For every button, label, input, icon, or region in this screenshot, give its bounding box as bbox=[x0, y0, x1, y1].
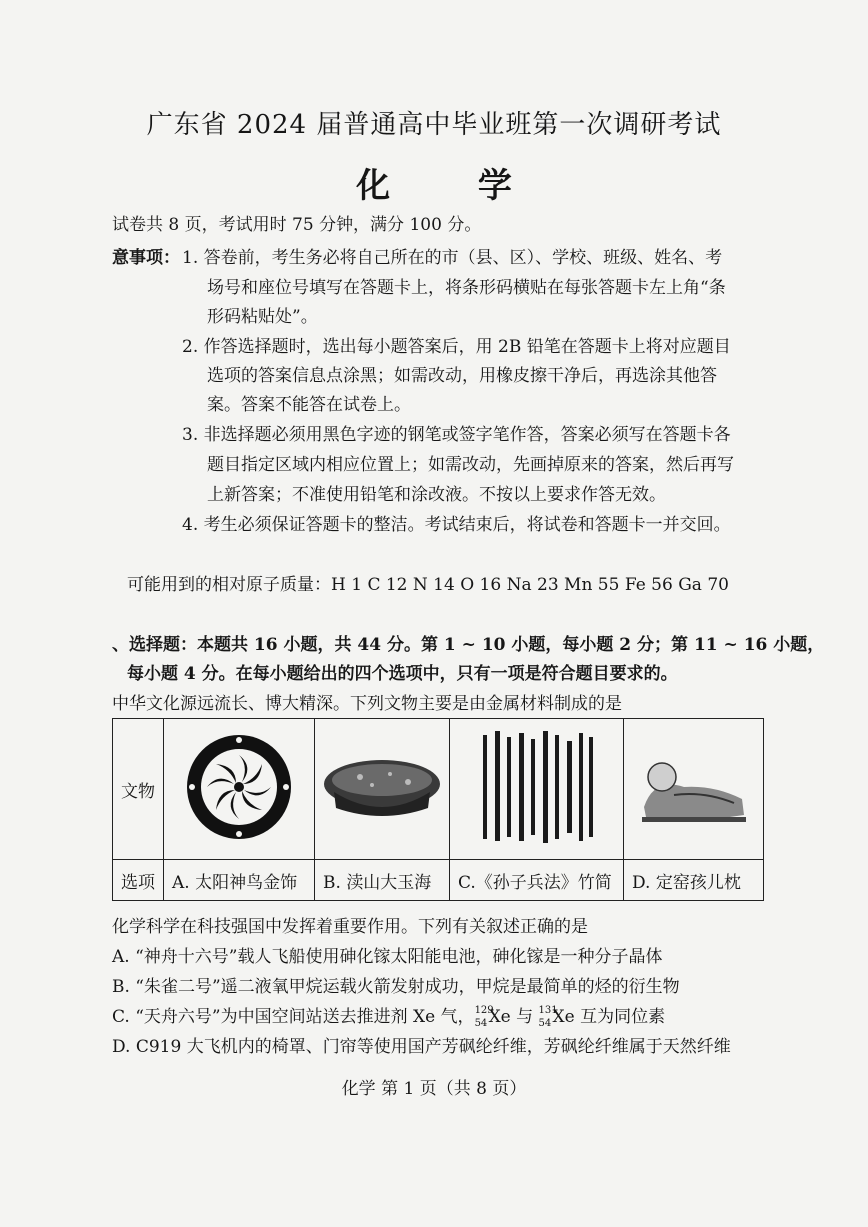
exam-title: 广东省 2024 届普通高中毕业班第一次调研考试 bbox=[146, 110, 722, 140]
q2-option-a[interactable]: A. “神舟十六号”载人飞船使用砷化镓太阳能电池，砷化镓是一种分子晶体 bbox=[112, 947, 663, 967]
option-c[interactable]: C.《孙子兵法》竹简 bbox=[450, 860, 624, 901]
subject-title: 化 学 bbox=[356, 166, 550, 206]
note-line: 1. 答卷前，考生务必将自己所在的市（县、区）、学校、班级、姓名、考 bbox=[182, 248, 723, 268]
notes-label: 意事项： bbox=[112, 248, 180, 268]
sun-bird-gold-icon bbox=[184, 732, 294, 842]
exam-info: 试卷共 8 页，考试用时 75 分钟，满分 100 分。 bbox=[112, 215, 482, 235]
note-line: 4. 考生必须保证答题卡的整洁。考试结束后，将试卷和答题卡一并交回。 bbox=[182, 515, 731, 535]
isotope-131-notation: 131 54 bbox=[538, 1004, 558, 1029]
option-a[interactable]: A. 太阳神鸟金饰 bbox=[164, 860, 315, 901]
bamboo-slips-icon bbox=[477, 727, 597, 847]
option-b[interactable]: B. 渎山大玉海 bbox=[315, 860, 450, 901]
page-footer: 化学 第 1 页（共 8 页） bbox=[341, 1079, 527, 1099]
note-line: 题目指定区域内相应位置上；如需改动，先画掉原来的答案，然后再写 bbox=[207, 455, 734, 475]
q2-option-b[interactable]: B. “朱雀二号”遥二液氧甲烷运载火箭发射成功，甲烷是最简单的烃的衍生物 bbox=[112, 977, 680, 997]
isotope-129-notation: 129 54 bbox=[474, 1004, 494, 1029]
q2-option-c[interactable]: C. “天舟六号”为中国空间站送去推进剂 Xe 气， 129 54 Xe 与 131 54 Xe 互为同位素 bbox=[112, 1004, 666, 1029]
question-2-stem: 化学科学在科技强国中发挥着重要作用。下列有关叙述正确的是 bbox=[112, 917, 588, 937]
q2-option-d[interactable]: D. C919 大飞机内的椅罩、门帘等使用国产芳砜纶纤维，芳砜纶纤维属于天然纤维 bbox=[112, 1037, 731, 1057]
atomic-mass-label: 可能用到的相对原子质量：H 1 C 12 N 14 O 16 Na 23 Mn 55 Fe 56 Ga 70 bbox=[127, 575, 729, 595]
note-line: 3. 非选择题必须用黑色字迹的钢笔或签字笔作答，答案必须写在答题卡各 bbox=[182, 425, 731, 445]
relic-image-c bbox=[450, 719, 624, 860]
note-line: 场号和座位号填写在答题卡上，将条形码横贴在每张答题卡左上角“条 bbox=[207, 278, 726, 298]
note-line: 形码粘贴处”。 bbox=[207, 307, 318, 327]
atomic-mass-values: H 1 C 12 N 14 O 16 Na 23 Mn 55 Fe 56 Ga 70 bbox=[331, 575, 729, 595]
child-pillow-icon bbox=[634, 747, 754, 827]
relic-table bbox=[112, 718, 764, 901]
relic-image-a bbox=[164, 719, 315, 860]
section-heading: 、选择题：本题共 16 小题，共 44 分。第 1 ~ 10 小题，每小题 2 分；第 11 ~ 16 小题， bbox=[112, 635, 825, 655]
section-instructions: 每小题 4 分。在每小题给出的四个选项中，只有一项是符合题目要求的。 bbox=[127, 664, 678, 684]
note-line: 案。答案不能答在试卷上。 bbox=[207, 395, 411, 415]
note-line: 上新答案；不准使用铅笔和涂改液。不按以上要求作答无效。 bbox=[207, 485, 666, 505]
jade-urn-icon bbox=[320, 752, 444, 822]
relic-image-b bbox=[315, 719, 450, 860]
question-1-stem: 中华文化源远流长、博大精深。下列文物主要是由金属材料制成的是 bbox=[112, 694, 622, 714]
note-line: 2. 作答选择题时，选出每小题答案后，用 2B 铅笔在答题卡上将对应题目 bbox=[182, 337, 731, 357]
row-label-relic: 文物 bbox=[113, 719, 164, 860]
note-line: 选项的答案信息点涂黑；如需改动，用橡皮擦干净后，再选涂其他答 bbox=[207, 366, 717, 386]
relic-image-d bbox=[624, 719, 764, 860]
row-label-option: 选项 bbox=[113, 860, 164, 901]
option-d[interactable]: D. 定窑孩儿枕 bbox=[624, 860, 764, 901]
